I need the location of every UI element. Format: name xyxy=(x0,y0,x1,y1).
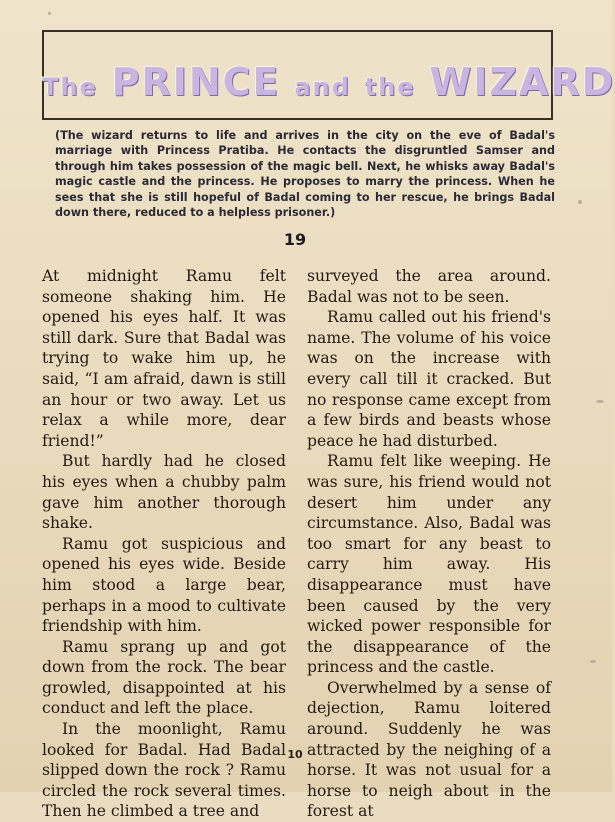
story-title xyxy=(42,52,615,112)
story-synopsis: (The wizard returns to life and arrives in the city on the eve of Badal's marriage with Princess Pratiba. He contacts the disgruntled Samser and through him takes possession of the magic bell. Next, he whisks away Badal's magic castle and the princess. He proposes to marry the princess. When he sees that she is still hopeful of Badal coming to her rescue, he brings Badal down there, reduced to a helpless prisoner.) xyxy=(55,129,555,220)
title-word-the: The xyxy=(42,73,98,101)
title-word-prince: PRINCE xyxy=(111,60,281,104)
left-column xyxy=(42,266,286,822)
paragraph: Overwhelmed by a sense of dejection, Ramu loitered around. Suddenly he was attracted by the neighing of a horse. It was not usual for a horse to neigh about in the forest at xyxy=(307,678,551,821)
paragraph: Ramu felt like weeping. He was sure, his friend would not desert him under any circumstance. Also, Badal was too smart for any beast to carry him away. His disappearance must have been caused by the very wicked power responsible for the disappearance of the princess and the castle. xyxy=(307,452,551,677)
page-number: 10 xyxy=(287,748,303,761)
paper-speck xyxy=(48,12,51,15)
paper-speck xyxy=(596,400,604,403)
title-word-the-2: the xyxy=(364,73,416,101)
paper-speck xyxy=(590,660,596,663)
paper-speck xyxy=(578,200,582,204)
paragraph: surveyed the area around. Badal was not to be seen. xyxy=(307,267,551,306)
title-word-wizard: WIZARD xyxy=(429,60,615,104)
paragraph: At midnight Ramu felt someone shaking him. He opened his eyes half. It was still dark. Sure that Badal was trying to wake him up, he said, “I am afraid, dawn is still an hour or two away. Let us relax a while more, dear friend!” xyxy=(42,267,286,450)
paragraph: But hardly had he closed his eyes when a chubby palm gave him another thorough shake. xyxy=(42,452,286,533)
paragraph: In the moonlight, Ramu looked for Badal. Had Badal slipped down the rock ? Ramu circled the rock several times. Then he climbed a tree and xyxy=(42,720,286,821)
right-column xyxy=(307,266,551,822)
paragraph: Ramu sprang up and got down from the rock. The bear growled, disappointed at his conduct and left the place. xyxy=(42,637,286,718)
paragraph: Ramu got suspicious and opened his eyes wide. Beside him stood a large bear, perhaps in a mood to cultivate friendship with him. xyxy=(42,534,286,636)
title-word-and: and xyxy=(294,73,351,101)
chapter-number: 19 xyxy=(283,230,307,249)
paragraph: Ramu called out his friend's name. The volume of his voice was on the increase with every call till it cracked. But no response came except from a few birds and beasts whose peace he had disturbed. xyxy=(307,308,551,450)
